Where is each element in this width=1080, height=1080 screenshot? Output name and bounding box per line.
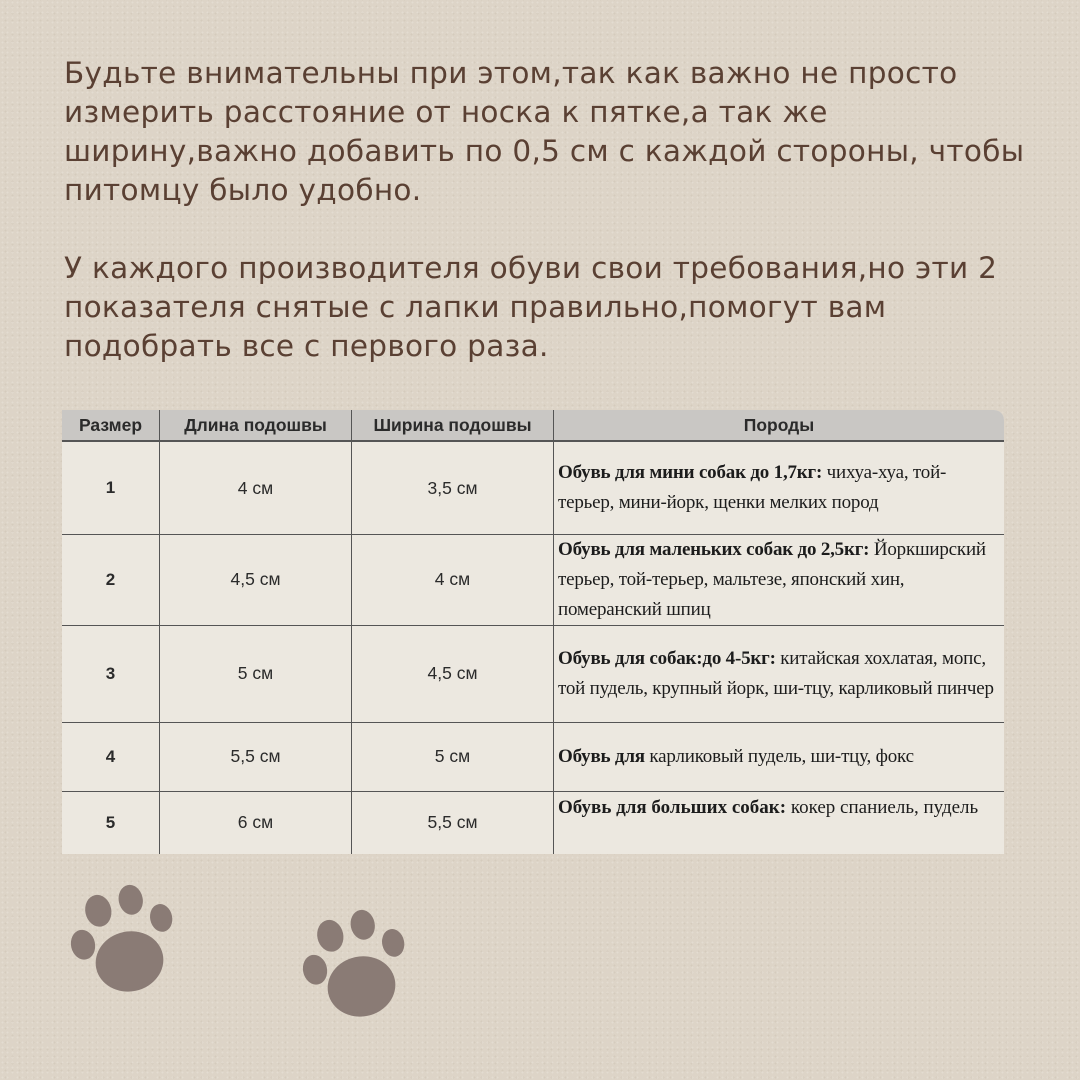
- sole-length-cell: 6 см: [159, 791, 351, 854]
- sole-width-cell: 4,5 см: [351, 625, 553, 722]
- table-row: [62, 625, 1004, 723]
- size-cell: 2: [105, 569, 116, 589]
- breeds-text: китайская хохлатая, мопс, той пудель, крупный йорк, ши-тцу, карликовый пинчер: [558, 647, 994, 699]
- table-row: [62, 442, 1004, 535]
- sole-length-cell: 5,5 см: [159, 722, 351, 791]
- table-row: [62, 534, 1004, 626]
- breeds-cell: [553, 442, 1004, 534]
- breeds-cell: [553, 791, 1004, 854]
- breeds-text: кокер спаниель, пудель: [786, 797, 979, 818]
- breeds-cell: [553, 534, 1004, 625]
- size-cell: 3: [105, 663, 116, 683]
- breeds-bold-text: Обувь для мини собак до 1,7кг:: [558, 462, 823, 483]
- breeds-cell: [553, 625, 1004, 722]
- breeds-bold-text: Обувь для: [558, 745, 645, 767]
- table-row: [62, 791, 1004, 854]
- header-sole-width: Ширина подошвы: [351, 410, 553, 440]
- table-row: [62, 722, 1004, 792]
- sole-width-cell: 5,5 см: [351, 791, 553, 854]
- breeds-bold-text: Обувь для маленьких собак до 2,5кг:: [558, 538, 870, 560]
- size-cell: 5: [105, 812, 116, 832]
- sole-width-cell: 4 см: [351, 534, 553, 625]
- table-header-row: [62, 410, 1004, 442]
- breeds-text: Йоркширский терьер, той-терьер, мальтезе, японский хин, померанский шпиц: [558, 538, 986, 620]
- intro-text: [64, 54, 1044, 366]
- sole-length-cell: 5 см: [159, 625, 351, 722]
- paw-print-icon: [292, 905, 422, 1035]
- intro-paragraph-1: Будьте внимательны при этом,так как важно не просто измерить расстояние от носка к пятке,а так же ширину,важно добавить по 0,5 см с каждой стороны, чтобы питомцу было удобно.: [64, 56, 1025, 207]
- header-sole-length: Длина подошвы: [159, 410, 351, 440]
- breeds-text: карликовый пудель, ши-тцу, фокс: [644, 745, 914, 767]
- size-cell: 1: [105, 478, 116, 497]
- sole-length-cell: 4 см: [159, 442, 351, 534]
- size-cell: 4: [105, 746, 116, 766]
- breeds-bold-text: Обувь для больших собак:: [558, 797, 787, 818]
- sole-width-cell: 5 см: [351, 722, 553, 791]
- header-size: Размер: [78, 414, 143, 435]
- intro-paragraph-2: У каждого производителя обуви свои требования,но эти 2 показателя снятые с лапки правильно,помогут вам подобрать все с первого раза.: [64, 251, 998, 363]
- paw-print-icon: [60, 880, 190, 1010]
- sole-length-cell: 4,5 см: [159, 534, 351, 625]
- header-breeds: Породы: [553, 410, 1004, 440]
- breeds-bold-text: Обувь для собак:до 4-5кг:: [558, 647, 776, 669]
- breeds-text: чихуа-хуа, той-терьер, мини-йорк, щенки мелких пород: [558, 462, 947, 513]
- sole-width-cell: 3,5 см: [351, 442, 553, 534]
- breeds-cell: [553, 722, 1004, 791]
- size-table: [62, 410, 1004, 854]
